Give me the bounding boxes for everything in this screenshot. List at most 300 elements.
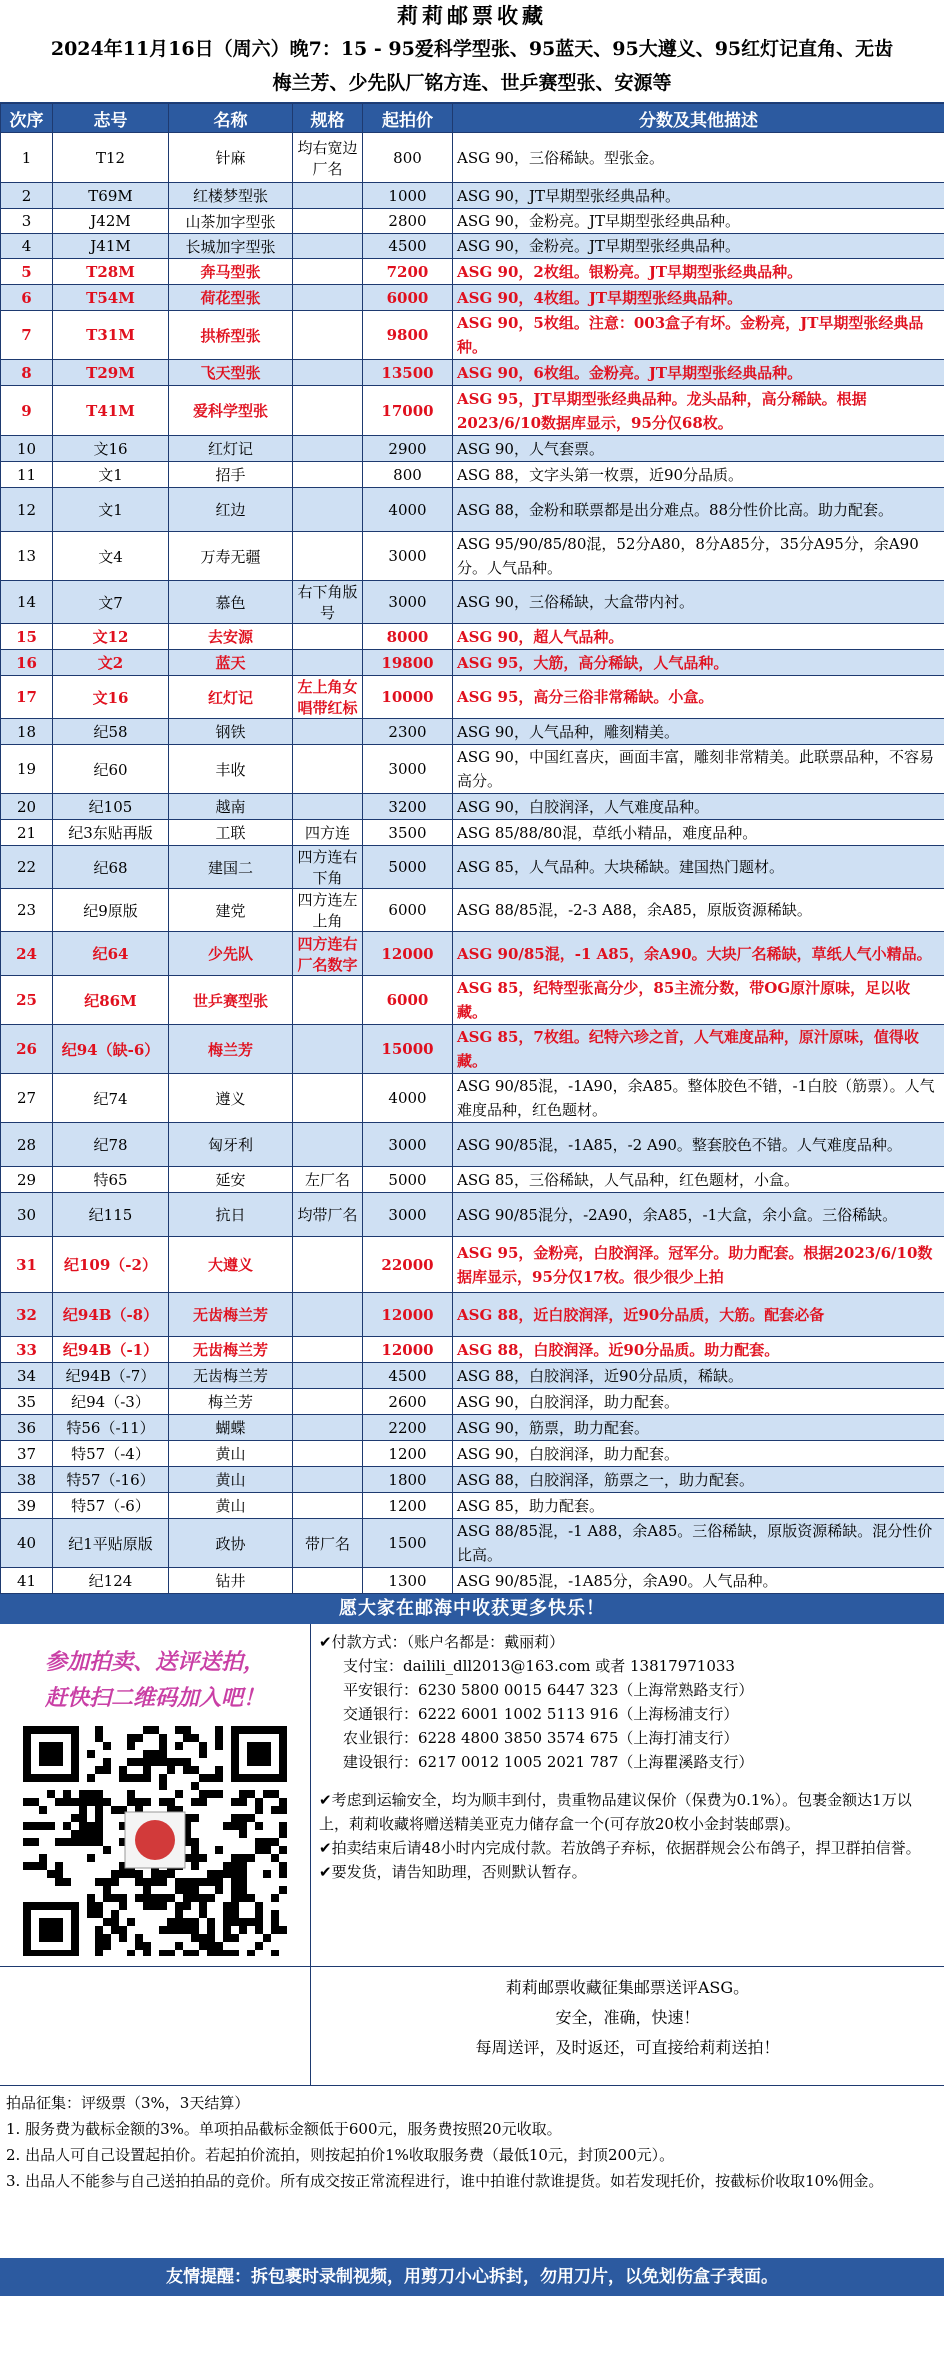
shipping-note: ✔考虑到运输安全，均为顺丰到付，贵重物品建议保价（保费为0.1%）。包裹金额达1万以上，莉莉收藏将赠送精美亚克力储存盒一个(可存放20枚小金封装邮票)。 [319, 1791, 912, 1833]
cell-name: 钢铁 [169, 719, 293, 745]
cell-price: 6000 [363, 285, 453, 311]
cell-spec [293, 1025, 363, 1074]
cell-desc: ASG 90/85混，-1 A85，余A90。大块厂名稀缺，草纸人气小精品。 [453, 932, 944, 976]
col-spec: 规格 [293, 104, 363, 133]
cell-name: 丰收 [169, 745, 293, 794]
table-row [1, 183, 944, 209]
cell-code: 纪3东贴再版 [53, 820, 169, 846]
cell-name: 荷花型张 [169, 285, 293, 311]
rule-3: 3. 出品人不能参与自己送拍拍品的竞价。所有成交按正常流程进行，谁中拍谁付款谁提货。如若发现托价，按截标价收取10%佣金。 [6, 2172, 884, 2190]
cell-price: 4000 [363, 1074, 453, 1123]
cell-code: 纪68 [53, 846, 169, 889]
table-row [1, 1167, 944, 1193]
cell-no: 17 [1, 676, 53, 719]
cell-no: 15 [1, 624, 53, 650]
cell-code: T29M [53, 360, 169, 386]
cell-name: 钻井 [169, 1568, 293, 1594]
cell-code: 文16 [53, 436, 169, 462]
cell-name: 飞天型张 [169, 360, 293, 386]
cell-price: 19800 [363, 650, 453, 676]
cell-price: 3000 [363, 532, 453, 581]
table-row [1, 1293, 944, 1337]
cell-spec [293, 285, 363, 311]
cell-spec [293, 209, 363, 234]
table-row [1, 719, 944, 745]
cell-desc: ASG 88/85混，-2-3 A88，余A85，原版资源稀缺。 [453, 889, 944, 932]
cell-name: 政协 [169, 1519, 293, 1568]
cell-price: 6000 [363, 976, 453, 1025]
cell-no: 21 [1, 820, 53, 846]
cell-spec [293, 1337, 363, 1363]
cell-price: 2300 [363, 719, 453, 745]
cell-spec [293, 386, 363, 436]
col-desc: 分数及其他描述 [453, 104, 944, 133]
cell-name: 去安源 [169, 624, 293, 650]
cell-desc: ASG 90，中国红喜庆，画面丰富，雕刻非常精美。此联票品种，不容易高分。 [453, 745, 944, 794]
cell-no: 30 [1, 1193, 53, 1237]
cell-no: 28 [1, 1123, 53, 1167]
cell-code: T31M [53, 311, 169, 360]
cell-code: 纪58 [53, 719, 169, 745]
cell-name: 慕色 [169, 581, 293, 624]
cell-name: 匈牙利 [169, 1123, 293, 1167]
cell-price: 9800 [363, 311, 453, 360]
cell-spec [293, 1293, 363, 1337]
cell-no: 19 [1, 745, 53, 794]
cell-name: 红灯记 [169, 676, 293, 719]
cell-code: 文2 [53, 650, 169, 676]
cell-desc: ASG 95，大筋，高分稀缺，人气品种。 [453, 650, 944, 676]
cell-no: 39 [1, 1493, 53, 1519]
cell-spec [293, 234, 363, 259]
cell-no: 33 [1, 1337, 53, 1363]
cell-code: 特56（-11） [53, 1415, 169, 1441]
cell-desc: ASG 90，三俗稀缺。型张金。 [453, 133, 944, 183]
cell-no: 14 [1, 581, 53, 624]
cell-code: T54M [53, 285, 169, 311]
cell-price: 1300 [363, 1568, 453, 1594]
table-row [1, 436, 944, 462]
cell-code: 纪109（-2） [53, 1237, 169, 1293]
cell-spec [293, 794, 363, 820]
cell-name: 越南 [169, 794, 293, 820]
cell-desc: ASG 90，JT早期型张经典品种。 [453, 183, 944, 209]
table-row [1, 532, 944, 581]
cell-desc: ASG 90，5枚组。注意：003盒子有坏。金粉亮，JT早期型张经典品种。 [453, 311, 944, 360]
cell-spec [293, 1123, 363, 1167]
table-row [1, 259, 944, 285]
cell-code: 文1 [53, 462, 169, 488]
cell-price: 800 [363, 133, 453, 183]
table-row [1, 1519, 944, 1568]
cell-price: 3000 [363, 581, 453, 624]
cell-desc: ASG 90，金粉亮。JT早期型张经典品种。 [453, 234, 944, 259]
cell-desc: ASG 95，高分三俗非常稀缺。小盒。 [453, 676, 944, 719]
cell-desc: ASG 90/85混，-1A85，-2 A90。整套胶色不错。人气难度品种。 [453, 1123, 944, 1167]
cell-spec [293, 1467, 363, 1493]
cell-price: 17000 [363, 386, 453, 436]
cell-name: 黄山 [169, 1467, 293, 1493]
payment-title: ✔付款方式：（账户名都是：戴丽莉） [319, 1633, 565, 1651]
cell-price: 2800 [363, 209, 453, 234]
table-row [1, 676, 944, 719]
table-row [1, 889, 944, 932]
table-row [1, 311, 944, 360]
cell-desc: ASG 90/85混，-1A90，余A85。整体胶色不错，-1白胶（筋票）。人气难度品种，红色题材。 [453, 1074, 944, 1123]
table-row [1, 1568, 944, 1594]
cell-no: 29 [1, 1167, 53, 1193]
table-row [1, 650, 944, 676]
page-title: 莉莉邮票收藏 [397, 3, 547, 28]
cell-price: 4000 [363, 488, 453, 532]
table-row [1, 1025, 944, 1074]
cell-no: 32 [1, 1293, 53, 1337]
cell-spec [293, 183, 363, 209]
col-code: 志号 [53, 104, 169, 133]
cell-desc: ASG 90，2枚组。银粉亮。JT早期型张经典品种。 [453, 259, 944, 285]
cell-spec [293, 719, 363, 745]
cell-spec [293, 1415, 363, 1441]
cell-desc: ASG 95，JT早期型张经典品种。龙头品种，高分稀缺。根据2023/6/10数据库显示，95分仅68枚。 [453, 386, 944, 436]
promo-text [0, 1644, 310, 1716]
cell-price: 13500 [363, 360, 453, 386]
table-row [1, 1193, 944, 1237]
cell-code: 特57（-4） [53, 1441, 169, 1467]
cell-no: 41 [1, 1568, 53, 1594]
cell-spec [293, 1074, 363, 1123]
collection-notice [0, 1967, 944, 2086]
cell-code: T69M [53, 183, 169, 209]
table-row [1, 1337, 944, 1363]
cell-no: 5 [1, 259, 53, 285]
bank-1: 平安银行：6230 5800 0015 6447 323（上海常熟路支行） [343, 1681, 754, 1699]
cell-price: 2900 [363, 436, 453, 462]
cell-name: 爱科学型张 [169, 386, 293, 436]
cell-desc: ASG 88，文字头第一枚票，近90分品质。 [453, 462, 944, 488]
cell-code: 纪74 [53, 1074, 169, 1123]
auction-table [0, 103, 944, 1594]
header [0, 0, 944, 103]
cell-price: 12000 [363, 1293, 453, 1337]
cell-spec [293, 1363, 363, 1389]
promo-panel [0, 1624, 311, 1966]
cell-price: 3200 [363, 794, 453, 820]
cell-desc: ASG 90，金粉亮。JT早期型张经典品种。 [453, 209, 944, 234]
cell-no: 24 [1, 932, 53, 976]
cell-spec [293, 624, 363, 650]
bank-4: 建设银行：6217 0012 1005 2021 787（上海瞿溪路支行） [343, 1753, 754, 1771]
cell-code: 纪60 [53, 745, 169, 794]
cell-code: 纪1平贴原版 [53, 1519, 169, 1568]
cell-desc: ASG 85，助力配套。 [453, 1493, 944, 1519]
cell-no: 34 [1, 1363, 53, 1389]
cell-name: 红边 [169, 488, 293, 532]
col-price: 起拍价 [363, 104, 453, 133]
cell-desc: ASG 90，人气套票。 [453, 436, 944, 462]
cell-price: 22000 [363, 1237, 453, 1293]
cell-desc: ASG 90，白胶润泽，人气难度品种。 [453, 794, 944, 820]
cell-desc: ASG 90/85混，-1A85分，余A90。人气品种。 [453, 1568, 944, 1594]
cell-code: 纪115 [53, 1193, 169, 1237]
cell-name: 蓝天 [169, 650, 293, 676]
cell-price: 12000 [363, 932, 453, 976]
cell-no: 40 [1, 1519, 53, 1568]
cell-price: 15000 [363, 1025, 453, 1074]
cell-name: 建国二 [169, 846, 293, 889]
table-row [1, 1237, 944, 1293]
table-row [1, 360, 944, 386]
cell-price: 1800 [363, 1467, 453, 1493]
cell-code: 文7 [53, 581, 169, 624]
cell-spec [293, 532, 363, 581]
promo-line1: 参加拍卖、送评送拍， [44, 1649, 265, 1675]
cell-name: 山茶加字型张 [169, 209, 293, 234]
cell-code: 文16 [53, 676, 169, 719]
cell-name: 抗日 [169, 1193, 293, 1237]
cell-spec [293, 1568, 363, 1594]
cell-code: 纪94（缺-6） [53, 1025, 169, 1074]
table-row [1, 624, 944, 650]
cell-desc: ASG 90，白胶润泽，助力配套。 [453, 1441, 944, 1467]
cell-code: 纪105 [53, 794, 169, 820]
cell-desc: ASG 85/88/80混，草纸小精品，难度品种。 [453, 820, 944, 846]
cell-name: 无齿梅兰芳 [169, 1293, 293, 1337]
cell-name: 红灯记 [169, 436, 293, 462]
zheng-line1: 莉莉邮票收藏征集邮票送评ASG。 [505, 1978, 750, 1997]
payment-panel [311, 1624, 944, 1966]
cell-name: 大遵义 [169, 1237, 293, 1293]
cell-no: 9 [1, 386, 53, 436]
table-row [1, 488, 944, 532]
cell-spec [293, 488, 363, 532]
cell-price: 3000 [363, 745, 453, 794]
cell-desc: ASG 95，金粉亮，白胶润泽。冠军分。助力配套。根据2023/6/10数据库显示，95分仅17枚。很少很少上拍 [453, 1237, 944, 1293]
cell-spec [293, 360, 363, 386]
cell-desc: ASG 90，白胶润泽，助力配套。 [453, 1389, 944, 1415]
delivery-note: ✔要发货，请告知助理，否则默认暂存。 [319, 1863, 587, 1881]
header-line1: 2024年11月16日（周六）晚7：15 - 95爱科学型张、95蓝天、95大遵义、95红灯记直角、无齿 [50, 38, 894, 60]
cell-desc: ASG 88/85混，-1 A88，余A85。三俗稀缺，原版资源稀缺。混分性价比高。 [453, 1519, 944, 1568]
cell-no: 2 [1, 183, 53, 209]
cell-desc: ASG 85，三俗稀缺，人气品种，红色题材，小盒。 [453, 1167, 944, 1193]
cell-name: 工联 [169, 820, 293, 846]
rules-title: 拍品征集：评级票（3%，3天结算） [6, 2094, 250, 2112]
cell-spec [293, 311, 363, 360]
cell-no: 36 [1, 1415, 53, 1441]
cell-name: 梅兰芳 [169, 1025, 293, 1074]
cell-spec: 均带厂名 [293, 1193, 363, 1237]
cell-price: 1200 [363, 1493, 453, 1519]
cell-name: 拱桥型张 [169, 311, 293, 360]
cell-spec: 四方连右下角 [293, 846, 363, 889]
table-row [1, 462, 944, 488]
cell-price: 12000 [363, 1337, 453, 1363]
table-row [1, 234, 944, 259]
cell-name: 招手 [169, 462, 293, 488]
cell-name: 奔马型张 [169, 259, 293, 285]
cell-price: 3500 [363, 820, 453, 846]
cell-no: 6 [1, 285, 53, 311]
cell-desc: ASG 85，7枚组。纪特六珍之首，人气难度品种，原汁原味，值得收藏。 [453, 1025, 944, 1074]
cell-desc: ASG 88，金粉和联票都是出分难点。88分性价比高。助力配套。 [453, 488, 944, 532]
cell-desc: ASG 90/85混分，-2A90，余A85，-1大盒，余小盒。三俗稀缺。 [453, 1193, 944, 1237]
cell-spec: 右下角版号 [293, 581, 363, 624]
table-row [1, 581, 944, 624]
cell-desc: ASG 90，三俗稀缺，大盒带内衬。 [453, 581, 944, 624]
cell-spec: 四方连 [293, 820, 363, 846]
cell-desc: ASG 85，纪特型张高分少，85主流分数，带OG原汁原味，足以收藏。 [453, 976, 944, 1025]
zheng-line3: 每周送评，及时返还，可直接给莉莉送拍！ [475, 2038, 780, 2057]
cell-price: 1000 [363, 183, 453, 209]
cell-spec [293, 1493, 363, 1519]
cell-spec [293, 1237, 363, 1293]
cell-code: 纪94（-3） [53, 1389, 169, 1415]
cell-spec [293, 1441, 363, 1467]
cell-no: 1 [1, 133, 53, 183]
table-row [1, 1415, 944, 1441]
table-row [1, 1363, 944, 1389]
cell-code: 文1 [53, 488, 169, 532]
cell-desc: ASG 90，人气品种，雕刻精美。 [453, 719, 944, 745]
cell-name: 万寿无疆 [169, 532, 293, 581]
cell-spec: 左厂名 [293, 1167, 363, 1193]
cell-no: 20 [1, 794, 53, 820]
cell-spec [293, 650, 363, 676]
cell-code: 文12 [53, 624, 169, 650]
cell-desc: ASG 90，4枚组。JT早期型张经典品种。 [453, 285, 944, 311]
cell-code: T41M [53, 386, 169, 436]
cell-spec [293, 462, 363, 488]
cell-desc: ASG 88，近白胶润泽，近90分品质，大筋。配套必备 [453, 1293, 944, 1337]
cell-price: 5000 [363, 846, 453, 889]
cell-desc: ASG 95/90/85/80混，52分A80，8分A85分，35分A95分，余A90分。人气品种。 [453, 532, 944, 581]
table-row [1, 386, 944, 436]
col-name: 名称 [169, 104, 293, 133]
cell-code: 纪124 [53, 1568, 169, 1594]
promo-line2: 赶快扫二维码加入吧！ [44, 1685, 265, 1711]
cell-price: 5000 [363, 1167, 453, 1193]
cell-no: 27 [1, 1074, 53, 1123]
cell-no: 38 [1, 1467, 53, 1493]
table-row [1, 846, 944, 889]
table-row [1, 285, 944, 311]
cell-spec [293, 436, 363, 462]
cell-name: 梅兰芳 [169, 1389, 293, 1415]
cell-name: 无齿梅兰芳 [169, 1363, 293, 1389]
table-row [1, 1074, 944, 1123]
cell-price: 10000 [363, 676, 453, 719]
cell-spec: 均右宽边厂名 [293, 133, 363, 183]
cell-no: 16 [1, 650, 53, 676]
cell-no: 37 [1, 1441, 53, 1467]
cell-desc: ASG 88，白胶润泽，近90分品质，稀缺。 [453, 1363, 944, 1389]
cell-name: 红楼梦型张 [169, 183, 293, 209]
cell-code: 文4 [53, 532, 169, 581]
cell-price: 3000 [363, 1193, 453, 1237]
cell-no: 26 [1, 1025, 53, 1074]
table-row [1, 133, 944, 183]
cell-price: 7200 [363, 259, 453, 285]
table-row [1, 745, 944, 794]
cell-no: 18 [1, 719, 53, 745]
table-row [1, 1123, 944, 1167]
table-header [1, 104, 944, 133]
header-line2: 梅兰芳、少先队厂铭方连、世乒赛型张、安源等 [272, 72, 672, 94]
col-no: 次序 [1, 104, 53, 133]
cell-name: 黄山 [169, 1441, 293, 1467]
cell-code: 纪86M [53, 976, 169, 1025]
cell-no: 22 [1, 846, 53, 889]
bank-3: 农业银行：6228 4800 3850 3574 675（上海打浦支行） [343, 1729, 739, 1747]
table-row [1, 1467, 944, 1493]
cell-desc: ASG 85，人气品种。大块稀缺。建国热门题材。 [453, 846, 944, 889]
table-row [1, 209, 944, 234]
cell-no: 3 [1, 209, 53, 234]
cell-price: 2600 [363, 1389, 453, 1415]
cell-name: 延安 [169, 1167, 293, 1193]
cell-code: 特65 [53, 1167, 169, 1193]
friendly-tip: 友情提醒：拆包裹时录制视频，用剪刀小心拆封，勿用刀片，以免划伤盒子表面。 [0, 2258, 944, 2296]
qr-code-icon[interactable] [20, 1724, 290, 1956]
cell-spec: 带厂名 [293, 1519, 363, 1568]
cell-price: 2200 [363, 1415, 453, 1441]
cell-spec [293, 745, 363, 794]
cell-price: 4500 [363, 234, 453, 259]
payment-note: ✔拍卖结束后请48小时内完成付款。若放鸽子弃标，依据群规会公布鸽子，捍卫群拍信誉。 [319, 1839, 921, 1857]
cell-name: 遵义 [169, 1074, 293, 1123]
cell-code: 特57（-6） [53, 1493, 169, 1519]
cell-desc: ASG 90，6枚组。金粉亮。JT早期型张经典品种。 [453, 360, 944, 386]
cell-no: 23 [1, 889, 53, 932]
cell-spec [293, 976, 363, 1025]
cell-price: 3000 [363, 1123, 453, 1167]
cell-price: 1500 [363, 1519, 453, 1568]
cell-spec: 四方连左上角 [293, 889, 363, 932]
cell-name: 少先队 [169, 932, 293, 976]
rule-2: 2. 出品人可自己设置起拍价。若起拍价流拍，则按起拍价1%收取服务费（最低10元，封顶200元）。 [6, 2146, 675, 2164]
cell-price: 8000 [363, 624, 453, 650]
cell-no: 31 [1, 1237, 53, 1293]
cell-no: 25 [1, 976, 53, 1025]
table-row [1, 1389, 944, 1415]
cell-spec: 四方连右厂名数字 [293, 932, 363, 976]
cell-desc: ASG 88，白胶润泽，筋票之一，助力配套。 [453, 1467, 944, 1493]
cell-name: 无齿梅兰芳 [169, 1337, 293, 1363]
info-section [0, 1624, 944, 1967]
cell-price: 1200 [363, 1441, 453, 1467]
cell-no: 7 [1, 311, 53, 360]
cell-no: 4 [1, 234, 53, 259]
bank-2: 交通银行：6222 6001 1002 5113 916（上海杨浦支行） [343, 1705, 739, 1723]
cell-price: 6000 [363, 889, 453, 932]
cell-desc: ASG 90，超人气品种。 [453, 624, 944, 650]
cell-no: 13 [1, 532, 53, 581]
cell-price: 800 [363, 462, 453, 488]
cell-name: 长城加字型张 [169, 234, 293, 259]
cell-price: 4500 [363, 1363, 453, 1389]
cell-spec [293, 1389, 363, 1415]
cell-name: 黄山 [169, 1493, 293, 1519]
table-row [1, 932, 944, 976]
cell-name: 建党 [169, 889, 293, 932]
cell-spec [293, 259, 363, 285]
table-row [1, 794, 944, 820]
cell-no: 8 [1, 360, 53, 386]
cell-spec: 左上角女唱带红标 [293, 676, 363, 719]
cell-no: 11 [1, 462, 53, 488]
cell-code: 纪94B（-1） [53, 1337, 169, 1363]
table-row [1, 976, 944, 1025]
